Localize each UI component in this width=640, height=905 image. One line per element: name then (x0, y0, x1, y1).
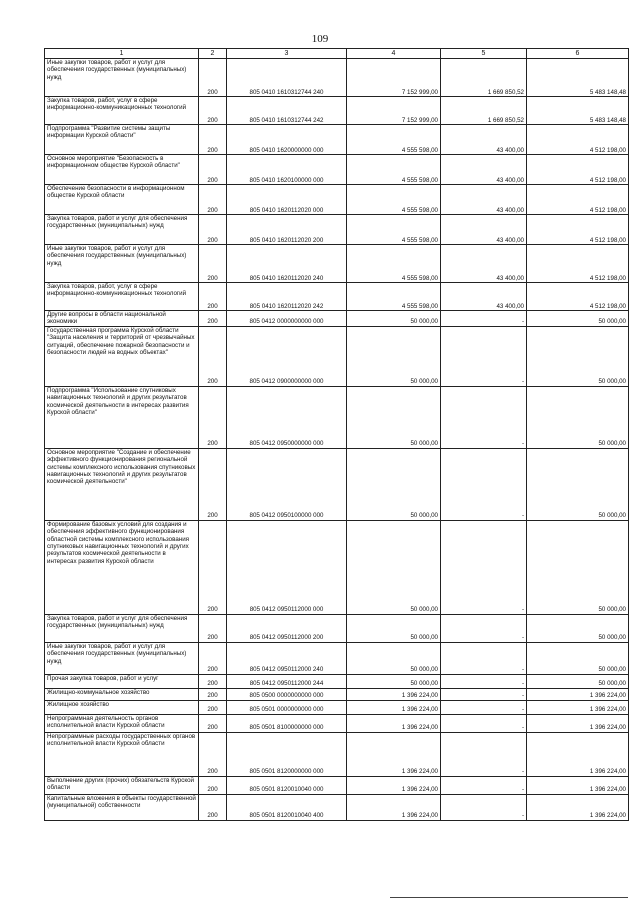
item-name: Другие вопросы в области национальной экономики (45, 311, 199, 327)
page-number: 109 (311, 33, 329, 45)
item-section: 200 (199, 448, 227, 520)
item-amount-remaining: 1 396 224,00 (527, 732, 629, 776)
item-name: Иные закупки товаров, работ и услуг для обеспечения государственных (муниципальных) нужд (45, 642, 199, 674)
item-code: 805 0410 1620112020 200 (227, 215, 347, 245)
item-amount-remaining: 5 483 148,48 (527, 59, 629, 97)
footer-rule (390, 897, 628, 898)
item-code: 805 0501 0000000000 000 (227, 700, 347, 714)
item-name: Государственная программа Курской области "Защита населения и территорий от чрезвычайных ситуаций, обеспечение пожарной безопасности и безопасности людей на водных объектах" (45, 326, 199, 386)
header-cell-3: 3 (227, 49, 347, 59)
table-row (45, 97, 629, 125)
item-amount-remaining: 1 396 224,00 (527, 688, 629, 700)
item-amount-executed: 43 400,00 (441, 155, 527, 185)
item-section: 200 (199, 125, 227, 155)
item-name: Подпрограмма "Использование спутниковых навигационных технологий и других результатов космической деятельности в интересах развития Курской области" (45, 386, 199, 448)
item-amount-executed: 1 669 850,52 (441, 97, 527, 125)
item-code: 805 0410 1620112020 000 (227, 185, 347, 215)
item-section: 200 (199, 59, 227, 97)
item-amount-executed: - (441, 688, 527, 700)
item-amount-remaining: 50 000,00 (527, 614, 629, 642)
table-row (45, 215, 629, 245)
table-row (45, 245, 629, 283)
item-code: 805 0412 0950100000 000 (227, 448, 347, 520)
item-code: 805 0501 8120010040 400 (227, 794, 347, 820)
item-amount-plan: 7 152 999,00 (347, 59, 441, 97)
item-amount-executed: - (441, 794, 527, 820)
item-amount-executed: - (441, 614, 527, 642)
item-name: Основное мероприятие "Создание и обеспечение эффективного функционирования региональной системы комплексного использования спутниковых навигационных технологий и других результатов космической деятельности" (45, 448, 199, 520)
item-section: 200 (199, 386, 227, 448)
item-amount-plan: 50 000,00 (347, 614, 441, 642)
item-amount-remaining: 4 512 198,00 (527, 185, 629, 215)
table-row (45, 311, 629, 327)
item-name: Закупка товаров, работ, услуг в сфере информационно-коммуникационных технологий (45, 97, 199, 125)
item-amount-remaining: 4 512 198,00 (527, 155, 629, 185)
item-name: Закупка товаров, работ и услуг для обеспечения государственных (муниципальных) нужд (45, 215, 199, 245)
header-cell-4: 4 (347, 49, 441, 59)
item-code: 805 0412 0950112000 240 (227, 642, 347, 674)
item-amount-remaining: 50 000,00 (527, 311, 629, 327)
item-code: 805 0410 1620000000 000 (227, 125, 347, 155)
table-row (45, 185, 629, 215)
table-row (45, 283, 629, 311)
item-code: 805 0412 0950000000 000 (227, 386, 347, 448)
item-code: 805 0412 0950112000 000 (227, 520, 347, 614)
item-amount-remaining: 50 000,00 (527, 642, 629, 674)
item-section: 200 (199, 732, 227, 776)
item-name: Иные закупки товаров, работ и услуг для обеспечения государственных (муниципальных) нужд (45, 59, 199, 97)
item-name: Непрограммные расходы государственных органов исполнительной власти Курской области (45, 732, 199, 776)
item-code: 805 0412 0950112000 244 (227, 674, 347, 688)
item-amount-plan: 1 396 224,00 (347, 700, 441, 714)
item-amount-executed: - (441, 326, 527, 386)
item-code: 805 0501 8120000000 000 (227, 732, 347, 776)
item-amount-executed: - (441, 642, 527, 674)
item-code: 805 0410 1610312744 242 (227, 97, 347, 125)
item-amount-remaining: 4 512 198,00 (527, 125, 629, 155)
item-amount-remaining: 1 396 224,00 (527, 700, 629, 714)
item-section: 200 (199, 674, 227, 688)
item-section: 200 (199, 215, 227, 245)
table-row (45, 326, 629, 386)
item-amount-remaining: 4 512 198,00 (527, 283, 629, 311)
item-code: 805 0412 0000000000 000 (227, 311, 347, 327)
table-row (45, 732, 629, 776)
item-amount-executed: - (441, 776, 527, 794)
item-amount-executed: 43 400,00 (441, 185, 527, 215)
item-section: 200 (199, 714, 227, 732)
item-code: 805 0412 0900000000 000 (227, 326, 347, 386)
item-code: 805 0410 1620112020 242 (227, 283, 347, 311)
table-row (45, 776, 629, 794)
item-amount-plan: 50 000,00 (347, 520, 441, 614)
item-code: 805 0500 0000000000 000 (227, 688, 347, 700)
header-row (45, 49, 629, 59)
item-name: Обеспечение безопасности в информационном обществе Курской области (45, 185, 199, 215)
table-row (45, 59, 629, 97)
item-amount-remaining: 4 512 198,00 (527, 215, 629, 245)
item-code: 805 0412 0950112000 200 (227, 614, 347, 642)
item-amount-plan: 50 000,00 (347, 642, 441, 674)
item-amount-plan: 1 396 224,00 (347, 688, 441, 700)
budget-table (44, 48, 629, 821)
item-amount-remaining: 50 000,00 (527, 326, 629, 386)
table-row (45, 674, 629, 688)
item-amount-executed: 43 400,00 (441, 245, 527, 283)
item-section: 200 (199, 794, 227, 820)
item-amount-executed: - (441, 520, 527, 614)
item-name: Закупка товаров, работ, услуг в сфере информационно-коммуникационных технологий (45, 283, 199, 311)
item-code: 805 0501 8100000000 000 (227, 714, 347, 732)
header-cell-6: 6 (527, 49, 629, 59)
table-row (45, 125, 629, 155)
item-name: Основное мероприятие "Безопасность в информационном обществе Курской области" (45, 155, 199, 185)
item-amount-remaining: 5 483 148,48 (527, 97, 629, 125)
table-row (45, 520, 629, 614)
item-section: 200 (199, 642, 227, 674)
item-name: Иные закупки товаров, работ и услуг для обеспечения государственных (муниципальных) нужд (45, 245, 199, 283)
item-section: 200 (199, 700, 227, 714)
item-section: 200 (199, 185, 227, 215)
item-amount-plan: 50 000,00 (347, 674, 441, 688)
item-name: Прочая закупка товаров, работ и услуг (45, 674, 199, 688)
item-code: 805 0410 1610312744 240 (227, 59, 347, 97)
item-amount-executed: 43 400,00 (441, 125, 527, 155)
table-row (45, 386, 629, 448)
item-amount-remaining: 1 396 224,00 (527, 714, 629, 732)
table-row (45, 614, 629, 642)
item-section: 200 (199, 311, 227, 327)
header-cell-2: 2 (199, 49, 227, 59)
item-name: Жилищное хозяйство (45, 700, 199, 714)
item-amount-plan: 50 000,00 (347, 448, 441, 520)
item-amount-executed: - (441, 700, 527, 714)
item-amount-remaining: 50 000,00 (527, 674, 629, 688)
item-amount-plan: 4 555 598,00 (347, 245, 441, 283)
table-row (45, 688, 629, 700)
item-name: Непрограммная деятельность органов исполнительной власти Курской области (45, 714, 199, 732)
item-section: 200 (199, 520, 227, 614)
item-amount-remaining: 50 000,00 (527, 448, 629, 520)
item-amount-remaining: 50 000,00 (527, 386, 629, 448)
item-section: 200 (199, 283, 227, 311)
item-amount-plan: 4 555 598,00 (347, 185, 441, 215)
item-amount-plan: 50 000,00 (347, 326, 441, 386)
item-amount-executed: - (441, 714, 527, 732)
item-amount-remaining: 1 396 224,00 (527, 794, 629, 820)
item-code: 805 0410 1620100000 000 (227, 155, 347, 185)
item-amount-executed: 43 400,00 (441, 283, 527, 311)
item-name: Жилищно-коммунальное хозяйство (45, 688, 199, 700)
item-amount-plan: 1 396 224,00 (347, 732, 441, 776)
item-code: 805 0410 1620112020 240 (227, 245, 347, 283)
item-amount-executed: - (441, 386, 527, 448)
item-name: Подпрограмма "Развитие системы защиты информации Курской области" (45, 125, 199, 155)
item-name: Капитальные вложения в объекты государственной (муниципальной) собственности (45, 794, 199, 820)
item-amount-remaining: 1 396 224,00 (527, 776, 629, 794)
item-amount-executed: 43 400,00 (441, 215, 527, 245)
item-section: 200 (199, 97, 227, 125)
item-amount-plan: 1 396 224,00 (347, 714, 441, 732)
item-amount-plan: 4 555 598,00 (347, 125, 441, 155)
table-row (45, 714, 629, 732)
item-amount-executed: - (441, 674, 527, 688)
item-amount-executed: - (441, 311, 527, 327)
item-amount-executed: - (441, 732, 527, 776)
item-section: 200 (199, 326, 227, 386)
table-row (45, 155, 629, 185)
item-section: 200 (199, 245, 227, 283)
table-row (45, 642, 629, 674)
item-amount-remaining: 50 000,00 (527, 520, 629, 614)
item-section: 200 (199, 688, 227, 700)
item-amount-executed: - (441, 448, 527, 520)
item-amount-plan: 7 152 999,00 (347, 97, 441, 125)
header-cell-5: 5 (441, 49, 527, 59)
item-amount-executed: 1 669 850,52 (441, 59, 527, 97)
item-amount-remaining: 4 512 198,00 (527, 245, 629, 283)
item-amount-plan: 4 555 598,00 (347, 215, 441, 245)
item-section: 200 (199, 776, 227, 794)
table-row (45, 448, 629, 520)
item-name: Формирование базовых условий для создания и обеспечения эффективного функционирования областной системы комплексного использования спутниковых навигационных технологий и других результатов космической деятельности в интересах развития Курской области (45, 520, 199, 614)
item-amount-plan: 4 555 598,00 (347, 155, 441, 185)
item-amount-plan: 50 000,00 (347, 311, 441, 327)
item-amount-plan: 1 396 224,00 (347, 794, 441, 820)
item-amount-plan: 50 000,00 (347, 386, 441, 448)
item-code: 805 0501 8120010040 000 (227, 776, 347, 794)
header-cell-1: 1 (45, 49, 199, 59)
item-name: Закупка товаров, работ и услуг для обеспечения государственных (муниципальных) нужд (45, 614, 199, 642)
table-row (45, 700, 629, 714)
item-amount-plan: 4 555 598,00 (347, 283, 441, 311)
item-section: 200 (199, 155, 227, 185)
item-section: 200 (199, 614, 227, 642)
table-row (45, 794, 629, 820)
item-amount-plan: 1 396 224,00 (347, 776, 441, 794)
item-name: Выполнение других (прочих) обязательств Курской области (45, 776, 199, 794)
